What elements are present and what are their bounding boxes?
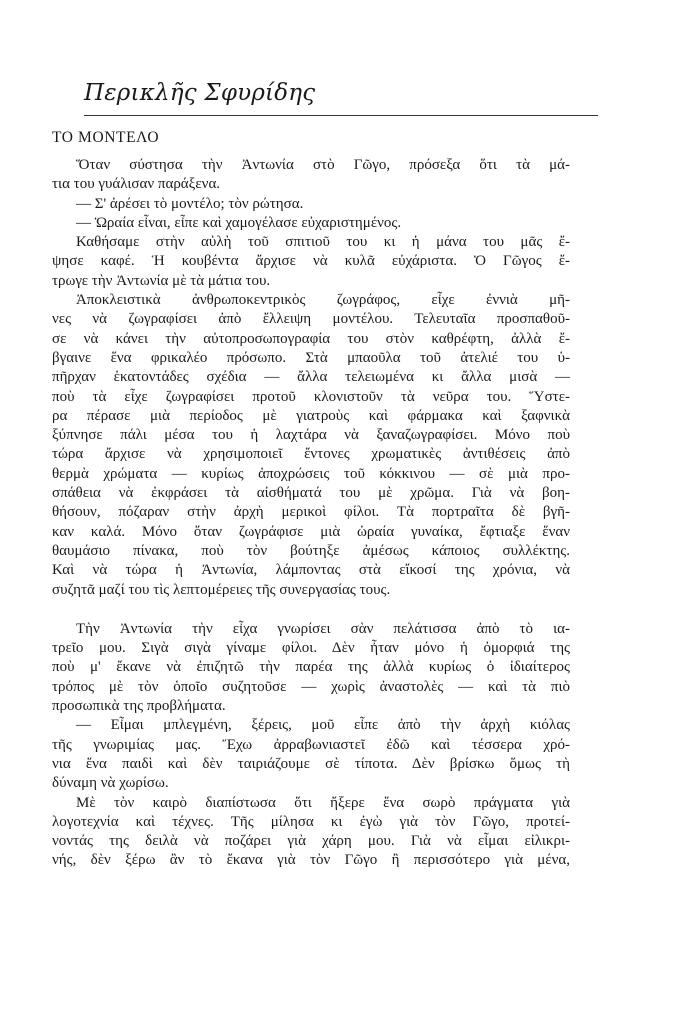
text-line: — Εἶμαι μπλεγμένη, ξέρεις, μοῦ εἶπε ἀπὸ τὴν ἀρχὴ κιόλας bbox=[76, 717, 570, 734]
text-line: θαυμάσιο πίνακα, ποὺ τὸν βούτηξε ἀμέσως κάποιος συλλέκτης. bbox=[52, 542, 570, 559]
text-line: — Ὡραία εἶναι, εἶπε καὶ χαμογέλασε εὐχαριστημένος. bbox=[76, 214, 402, 231]
text-line: νοντάς της δειλὰ νὰ ποζάρει γιὰ χάρη μου. Γιὰ νὰ εἶμαι εἰλικρι- bbox=[52, 833, 570, 850]
text-line: θήσουν, πόζαραν στὴν ἀρχὴ μερικοὶ φίλοι. Τὰ πορτραῖτα δὲ βγῆ- bbox=[52, 504, 570, 521]
text-line: τώρα ἄρχισε νὰ χρησιμοποιεῖ ἔντονες χρωματικὲς ἀντιθέσεις ἀπὸ bbox=[52, 446, 570, 463]
text-line: Καθήσαμε στὴν αὐλὴ τοῦ σπιτιοῦ του κι ἡ μάνα του μᾶς ἔ- bbox=[76, 234, 570, 251]
author-name: Περικλῆς Σφυρίδης bbox=[84, 80, 316, 106]
text-line: Καὶ νὰ τώρα ἡ Ἀντωνία, λάμποντας στὰ εἴκοσί της χρόνια, νὰ bbox=[52, 562, 570, 579]
text-line: νής, δὲν ξέρω ἂν τὸ ἔκανα γιὰ τὸν Γῶγο ἢ περισσότερο γιὰ μένα, bbox=[52, 852, 570, 869]
text-line: τῆς γνωριμίας μας. Ἔχω ἀρραβωνιαστεῖ ἐδῶ καὶ τέσσερα χρό- bbox=[52, 736, 570, 753]
text-line: ξύπνησε πάλι μέσα του ἡ λαχτάρα νὰ ξαναζωγραφίσει. Μόνο ποὺ bbox=[52, 427, 570, 444]
text-line: ρα πέρασε μιὰ περίοδος μὲ γιατροὺς καὶ φάρμακα καὶ ξαφνικὰ bbox=[52, 407, 570, 424]
section-break bbox=[52, 600, 570, 620]
text-line: ψησε καφέ. Ἡ κουβέντα ἄρχισε νὰ κυλᾶ εὐχάριστα. Ὁ Γῶγος ἔ- bbox=[52, 253, 570, 270]
text-line: — Σ' ἀρέσει τὸ μοντέλο; τὸν ρώτησα. bbox=[76, 195, 304, 212]
header-rule bbox=[84, 115, 598, 116]
text-line: ποὺ μ' ἔκανε νὰ ἐπιζητῶ τὴν παρέα της ἀλλὰ κυρίως ὁ ἰδιαίτερος bbox=[52, 659, 570, 676]
text-line: νες νὰ ζωγραφίσει ἀπὸ ἔλλειψη μοντέλου. Τελευταῖα προσπαθοῦ- bbox=[52, 311, 570, 328]
text-line: ποὺ τὰ εἶχε ζωγραφίσει προτοῦ κλονιστοῦν τὰ νεῦρα του. Ὕστε- bbox=[52, 388, 570, 405]
text-line: τρωγε τὴν Ἀντωνία μὲ τὰ μάτια του. bbox=[52, 272, 271, 289]
text-line: Ὅταν σύστησα τὴν Ἀντωνία στὸ Γῶγο, πρόσεξα ὅτι τὰ μά- bbox=[76, 157, 570, 173]
text-line: καν καλά. Μόνο ὅταν ζωγράφισε μιὰ ὡραία γυναίκα, ἔφτιαξε ἕναν bbox=[52, 523, 570, 540]
text-line: Μὲ τὸν καιρὸ διαπίστωσα ὅτι ἤξερε ἕνα σωρὸ πράγματα γιὰ bbox=[76, 794, 570, 811]
text-line: τρόπος μὲ τὸν ὁποῖο συζητοῦσε — χωρὶς ἀναστολὲς — καὶ τὰ πιὸ bbox=[52, 678, 570, 695]
text-line: τια του γυάλισαν παράξενα. bbox=[52, 176, 221, 193]
text-line: δύναμη νὰ χωρίσω. bbox=[52, 775, 169, 792]
text-line: τρεῖο μου. Σιγὰ σιγὰ γίναμε φίλοι. Δὲν ἦταν μόνο ἡ ὀμορφιά της bbox=[52, 640, 570, 657]
story-title: ΤΟ ΜΟΝΤΕΛΟ bbox=[52, 129, 160, 146]
text-line: βγαινε ἕνα φρικαλέο πρόσωπο. Στὰ μπαοῦλα τοῦ ἀτελιέ του ὑ- bbox=[52, 349, 570, 366]
text-line: συζητᾶ μαζί του τὶς λεπτομέρειες τῆς συνεργασίας τους. bbox=[52, 581, 391, 598]
text-line: θερμὰ χρώματα — κυρίως ἀποχρώσεις τοῦ κόκκινου — σὲ μιὰ προ- bbox=[52, 465, 570, 482]
text-line: νια ἕνα παιδὶ καὶ δὲν ταιριάζουμε σὲ τίποτα. Δὲν βρίσκω ὅμως τὴ bbox=[52, 755, 570, 772]
text-line: σε νὰ κάνει τὴν αὐτοπροσωπογραφία του στὸν καθρέφτη, ἀλλὰ ἔ- bbox=[52, 330, 570, 347]
text-line: προσωπικὰ της προβλήματα. bbox=[52, 698, 226, 715]
text-line: Τὴν Ἀντωνία τὴν εἶχα γνωρίσει σὰν πελάτισσα ἀπὸ τὸ ια- bbox=[76, 620, 570, 637]
text-line: λογοτεχνία καὶ τέχνες. Τῆς μίλησα κι ἐγὼ γιὰ τὸν Γῶγο, προτεί- bbox=[52, 813, 570, 830]
text-line: πῆρχαν ἑκατοντάδες σχέδια — ἄλλα τελειωμένα κι ἄλλα μισὰ — bbox=[52, 369, 570, 386]
story-body bbox=[52, 156, 570, 871]
text-line: Ἀποκλειστικὰ ἀνθρωποκεντρικὸς ζωγράφος, εἶχε ἐννιὰ μῆ- bbox=[76, 292, 570, 309]
text-line: σπάθεια νὰ ἐκφράσει τὰ αἰσθήματά του μὲ χρῶμα. Γιὰ νὰ βοη- bbox=[52, 485, 570, 502]
